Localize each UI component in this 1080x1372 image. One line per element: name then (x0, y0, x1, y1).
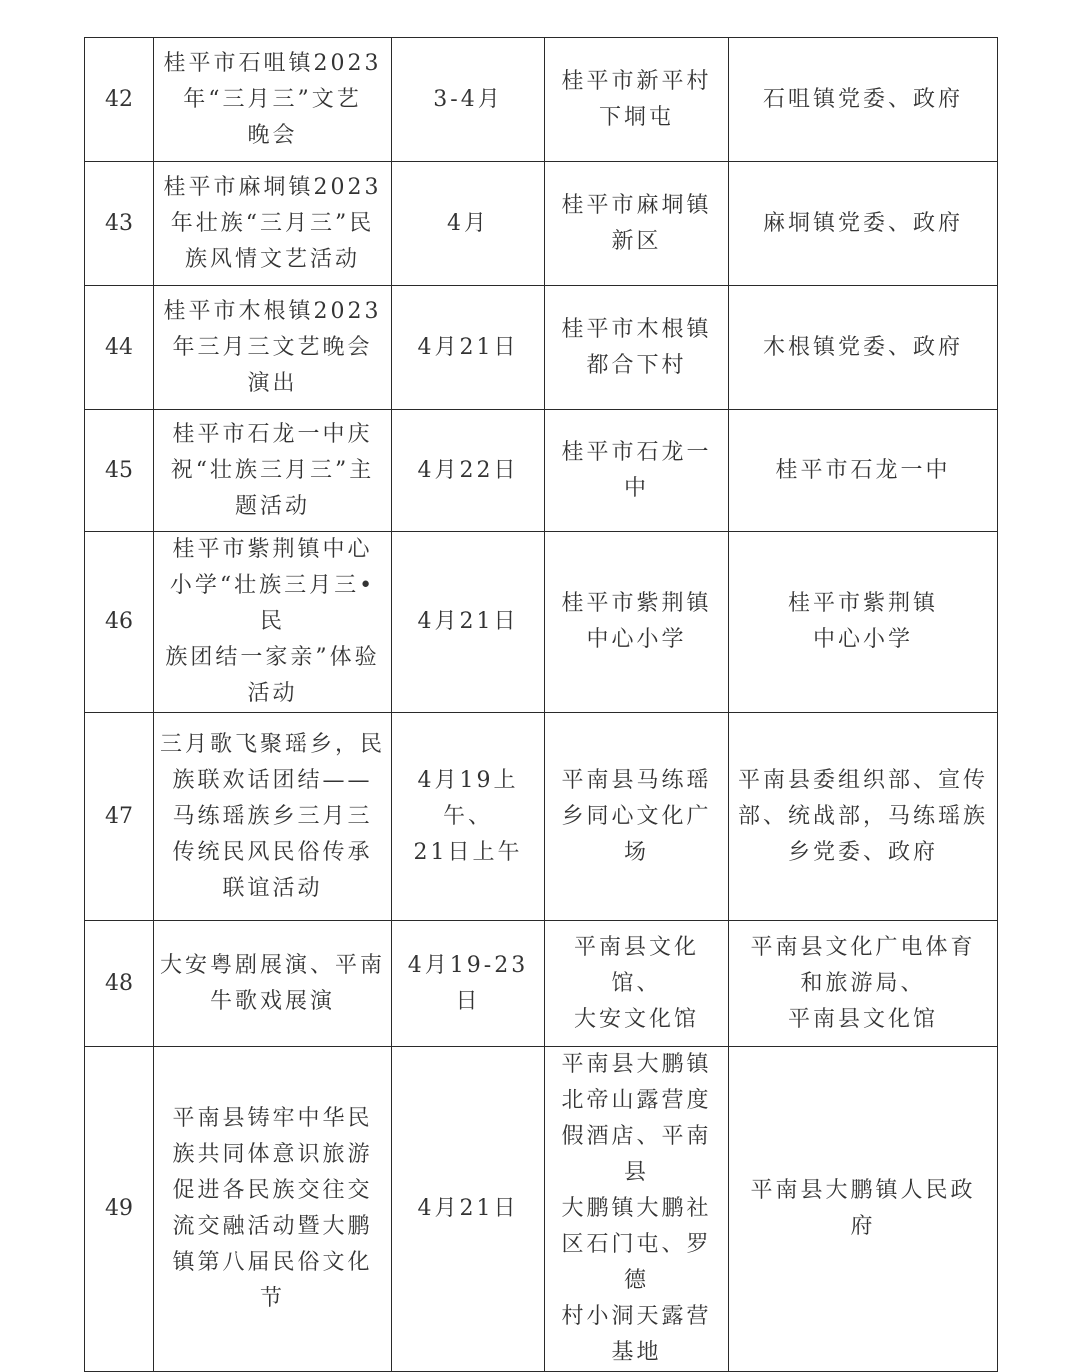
table-row (85, 921, 998, 1047)
table-row (85, 532, 998, 713)
row-number: 43 (85, 162, 154, 286)
activity-name: 桂平市木根镇2023 年三月三文艺晚会 演出 (154, 286, 392, 410)
table-row (85, 286, 998, 410)
activity-date: 3-4月 (392, 38, 545, 162)
activity-name: 大安粤剧展演、平南 牛歌戏展演 (154, 921, 392, 1047)
activity-date: 4月21日 (392, 286, 545, 410)
activity-organizer: 木根镇党委、政府 (729, 286, 998, 410)
row-number: 49 (85, 1047, 154, 1372)
activity-date: 4月19-23日 (392, 921, 545, 1047)
table-row (85, 162, 998, 286)
activity-venue: 桂平市木根镇 都合下村 (545, 286, 729, 410)
row-number: 47 (85, 713, 154, 921)
activity-name: 三月歌飞聚瑶乡，民 族联欢话团结—— 马练瑶族乡三月三 传统民风民俗传承 联谊活动 (154, 713, 392, 921)
row-number: 44 (85, 286, 154, 410)
activity-name: 平南县铸牢中华民 族共同体意识旅游 促进各民族交往交 流交融活动暨大鹏 镇第八届民俗文化 节 (154, 1047, 392, 1372)
row-number: 42 (85, 38, 154, 162)
activity-date: 4月21日 (392, 1047, 545, 1372)
activity-venue: 平南县马练瑶 乡同心文化广 场 (545, 713, 729, 921)
activity-date: 4月 (392, 162, 545, 286)
activity-name: 桂平市石咀镇2023 年“三月三”文艺 晚会 (154, 38, 392, 162)
table-row (85, 1047, 998, 1372)
activity-organizer: 平南县委组织部、宣传 部、统战部，马练瑶族 乡党委、政府 (729, 713, 998, 921)
activity-date: 4月21日 (392, 532, 545, 713)
activity-venue: 平南县大鹏镇 北帝山露营度 假酒店、平南县 大鹏镇大鹏社 区石门屯、罗德 村小洞天露营 基地 (545, 1047, 729, 1372)
table-row (85, 38, 998, 162)
events-table-body (85, 38, 998, 1372)
activity-name: 桂平市麻垌镇2023 年壮族“三月三”民 族风情文艺活动 (154, 162, 392, 286)
activity-date: 4月19上午、 21日上午 (392, 713, 545, 921)
activity-organizer: 麻垌镇党委、政府 (729, 162, 998, 286)
activity-venue: 平南县文化馆、 大安文化馆 (545, 921, 729, 1047)
activity-venue: 桂平市新平村 下垌屯 (545, 38, 729, 162)
activity-organizer: 平南县大鹏镇人民政 府 (729, 1047, 998, 1372)
activity-name: 桂平市石龙一中庆 祝“壮族三月三”主 题活动 (154, 410, 392, 532)
row-number: 46 (85, 532, 154, 713)
document-page (84, 37, 997, 1372)
activity-date: 4月22日 (392, 410, 545, 532)
activity-name: 桂平市紫荆镇中心 小学“壮族三月三•民 族团结一家亲”体验 活动 (154, 532, 392, 713)
activity-venue: 桂平市紫荆镇 中心小学 (545, 532, 729, 713)
row-number: 48 (85, 921, 154, 1047)
activity-organizer: 桂平市石龙一中 (729, 410, 998, 532)
activity-organizer: 平南县文化广电体育 和旅游局、 平南县文化馆 (729, 921, 998, 1047)
table-row (85, 713, 998, 921)
row-number: 45 (85, 410, 154, 532)
activity-venue: 桂平市石龙一 中 (545, 410, 729, 532)
events-table (84, 37, 998, 1372)
activity-organizer: 桂平市紫荆镇 中心小学 (729, 532, 998, 713)
activity-organizer: 石咀镇党委、政府 (729, 38, 998, 162)
activity-venue: 桂平市麻垌镇 新区 (545, 162, 729, 286)
table-row (85, 410, 998, 532)
